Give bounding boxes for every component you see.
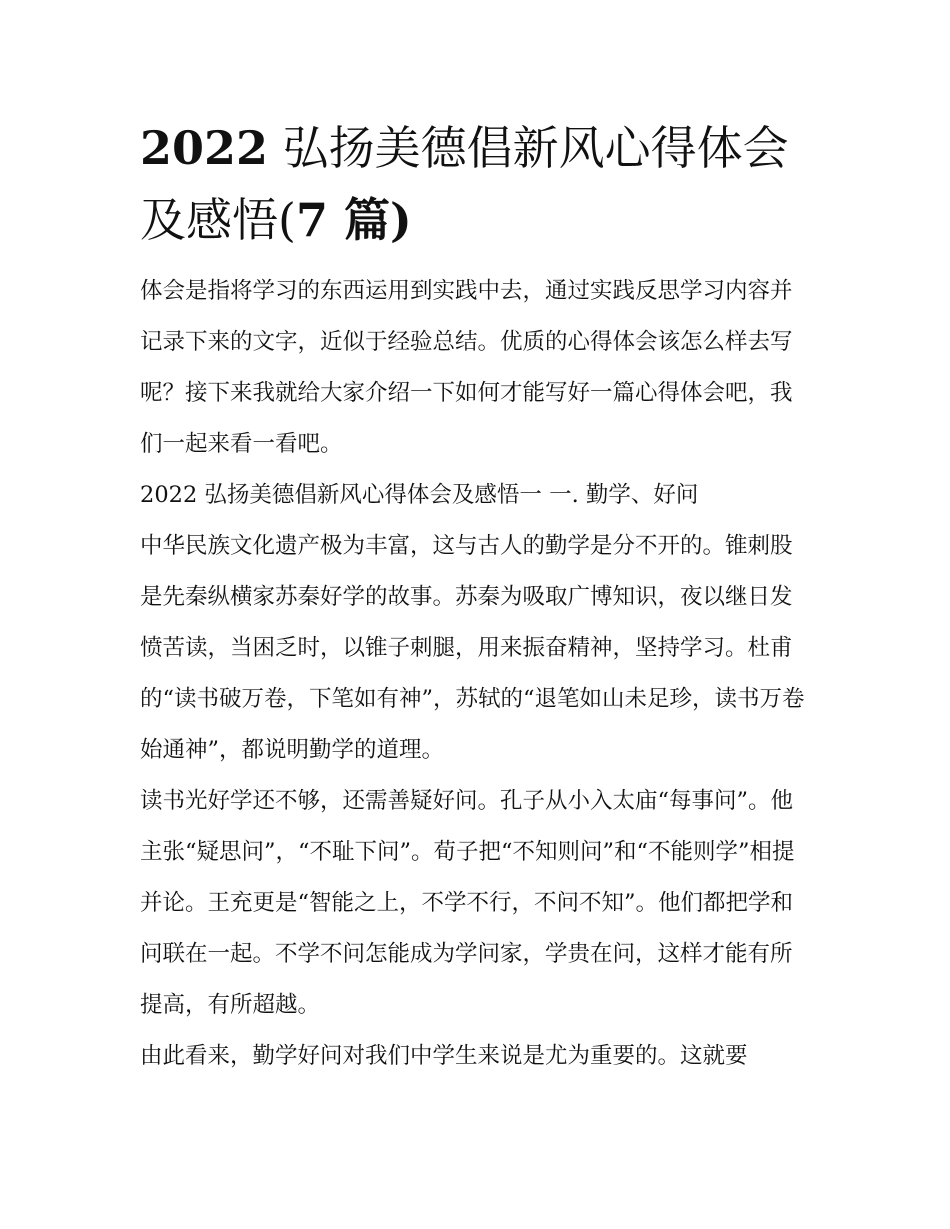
intro-paragraph: 体会是指将学习的东西运用到实践中去，通过实践反思学习内容并记录下来的文字，近似于经验总结。优质的心得体会该怎么样去写呢？接下来我就给大家介绍一下如何才能写好一篇心得体会吧，我们一起来看一看吧。 bbox=[140, 278, 793, 457]
body-paragraph: 读书光好学还不够，还需善疑好问。孔子从小入太庙“每事问”。他主张“疑思问”，“不耻下问”。荀子把“不知则问”和“不能则学”相提并论。王充更是“智能之上，不学不行，不问不知”。他们都把学和问联在一起。不学不问怎能成为学问家，学贵在问，这样才能有所提高，有所超越。 bbox=[140, 788, 795, 1018]
document-title bbox=[140, 112, 812, 256]
section-heading: 2022 弘扬美德倡新风心得体会及感悟一 一. 勤学、好问 bbox=[140, 482, 699, 508]
title-count: 7 bbox=[295, 193, 328, 247]
document-body bbox=[140, 112, 812, 1082]
body-paragraph: 由此看来，勤学好问对我们中学生来说是尤为重要的。这就要 bbox=[140, 1043, 748, 1069]
title-tail: 篇) bbox=[327, 193, 412, 247]
title-main: 弘扬美德倡新风心得体会及感悟( bbox=[140, 121, 789, 247]
title-year: 2022 bbox=[140, 121, 269, 175]
body-paragraph: 中华民族文化遗产极为丰富，这与古人的勤学是分不开的。锥刺股是先秦纵横家苏秦好学的故事。苏秦为吸取广博知识，夜以继日发愤苦读，当困乏时，以锥子刺腿，用来振奋精神，坚持学习。杜甫的“读书破万卷，下笔如有神”，苏轼的“退笔如山未足珍，读书万卷始通神”，都说明勤学的道理。 bbox=[140, 533, 805, 763]
